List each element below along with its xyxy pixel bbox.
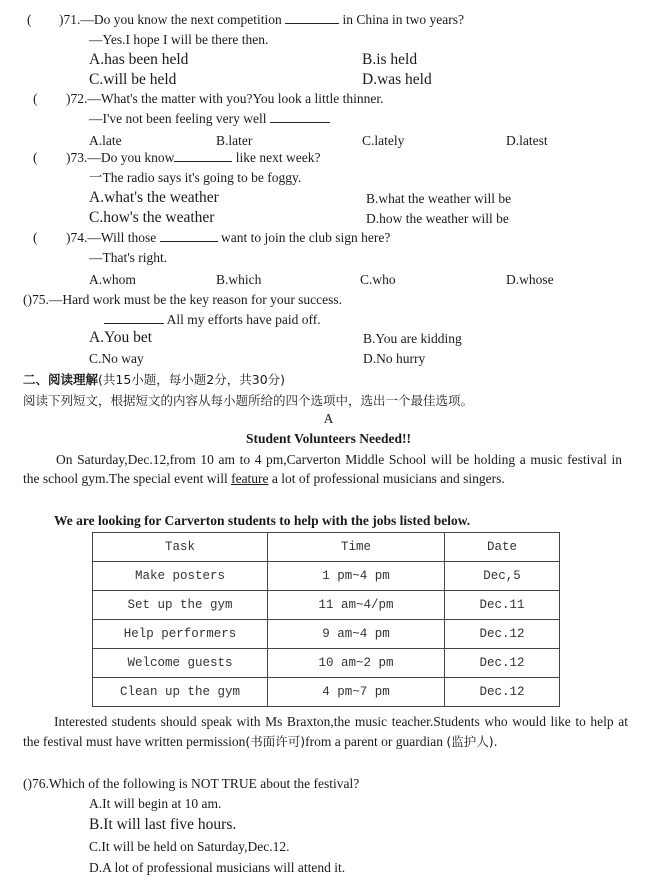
q72-stem	[66, 90, 384, 107]
table-header-row	[93, 533, 560, 562]
q73-stem	[66, 149, 320, 166]
table-row	[93, 620, 560, 649]
q75-option-a[interactable]: A.You bet	[89, 329, 153, 346]
q72-option-a[interactable]: A.late	[89, 133, 122, 148]
cell-date: Dec.12	[445, 678, 560, 707]
q75-blank[interactable]	[104, 311, 164, 324]
q72-blank[interactable]	[270, 110, 330, 123]
q72-number: )72.	[66, 91, 88, 106]
q76-option-b[interactable]: B.It will last five hours.	[89, 816, 237, 833]
cell-date: Dec.12	[445, 620, 560, 649]
section-heading-title: 二、阅读理解	[23, 372, 99, 387]
cell-date: Dec,5	[445, 562, 560, 591]
q74-stem	[66, 229, 390, 246]
section-heading	[23, 371, 285, 388]
section-heading-note: (共15小题，每小题2分，共30分)	[98, 372, 286, 387]
q72-reply-text: —I've not been feeling very well	[89, 111, 267, 126]
cell-time: 4 pm~7 pm	[268, 678, 445, 707]
q76-number: ()76.	[23, 776, 49, 791]
cell-date: Dec.11	[445, 591, 560, 620]
p2-note-2: (监护人).	[446, 733, 498, 749]
cell-task: Set up the gym	[93, 591, 268, 620]
q71-paren: (	[27, 12, 32, 27]
header-date: Date	[445, 533, 560, 562]
passage-letter: A	[323, 411, 334, 426]
q71-number: )71.	[59, 12, 81, 27]
q73-reply: 一The radio says it's going to be foggy.	[89, 170, 302, 185]
q74-option-b[interactable]: B.which	[216, 272, 262, 287]
q71-stem	[59, 11, 464, 28]
q75-reply	[104, 311, 321, 328]
section-instruction: 阅读下列短文，根据短文的内容从每小题所给的四个选项中，选出一个最佳选项。	[23, 393, 474, 408]
q75-option-b[interactable]: B.You are kidding	[363, 331, 462, 346]
cell-task: Welcome guests	[93, 649, 268, 678]
passage-paragraph-1	[23, 451, 622, 488]
q76-stem	[23, 775, 359, 792]
header-task: Task	[93, 533, 268, 562]
q71-option-c[interactable]: C.will be held	[89, 71, 177, 88]
q76-option-d[interactable]: D.A lot of professional musicians will attend it.	[89, 860, 346, 875]
cell-time: 11 am~4/pm	[268, 591, 445, 620]
cell-time: 10 am~2 pm	[268, 649, 445, 678]
cell-time: 9 am~4 pm	[268, 620, 445, 649]
q75-stem	[23, 291, 342, 308]
q75-number: ()75.	[23, 292, 49, 307]
cell-task: Help performers	[93, 620, 268, 649]
table-row	[93, 649, 560, 678]
q73-blank[interactable]	[174, 149, 232, 162]
q72-stem-text: —What's the matter with you?You look a little thinner.	[87, 91, 384, 106]
q74-option-a[interactable]: A.whom	[89, 272, 136, 287]
q73-option-a[interactable]: A.what's the weather	[89, 189, 219, 206]
q71-stem-a: —Do you know the next competition	[80, 12, 282, 27]
passage-paragraph-2	[23, 712, 628, 751]
q73-stem-a: —Do you know	[87, 150, 175, 165]
p2-note-1: (书面许可)	[245, 733, 306, 749]
q76-option-c[interactable]: C.It will be held on Saturday,Dec.12.	[89, 839, 290, 854]
q73-stem-b: like next week?	[235, 150, 321, 165]
q72-paren: (	[33, 91, 38, 106]
p1-keyword: feature	[231, 470, 269, 486]
q74-option-c[interactable]: C.who	[360, 272, 396, 287]
q74-reply: —That's right.	[89, 250, 168, 265]
q74-number: )74.	[66, 230, 88, 245]
q74-paren: (	[33, 230, 38, 245]
q71-option-b[interactable]: B.is held	[362, 51, 418, 68]
q73-option-d[interactable]: D.how the weather will be	[366, 211, 509, 226]
table-row	[93, 591, 560, 620]
q71-option-a[interactable]: A.has been held	[89, 51, 189, 68]
table-row	[93, 562, 560, 591]
cell-date: Dec.12	[445, 649, 560, 678]
q75-stem-text: —Hard work must be the key reason for your success.	[48, 292, 343, 307]
q74-stem-b: want to join the club sign here?	[220, 230, 391, 245]
passage-title: Student Volunteers Needed!!	[245, 431, 411, 446]
q75-option-c[interactable]: C.No way	[89, 351, 144, 366]
q71-option-d[interactable]: D.was held	[362, 71, 432, 88]
cell-task: Clean up the gym	[93, 678, 268, 707]
q71-blank[interactable]	[285, 11, 339, 24]
q72-option-c[interactable]: C.lately	[362, 133, 405, 148]
q72-reply	[89, 110, 330, 127]
p1-after: a lot of professional musicians and singers.	[271, 470, 505, 486]
q74-blank[interactable]	[160, 229, 218, 242]
q72-option-b[interactable]: B.later	[216, 133, 253, 148]
q73-paren: (	[33, 150, 38, 165]
header-time: Time	[268, 533, 445, 562]
table-row	[93, 678, 560, 707]
p1-before: On Saturday,Dec.12,from 10 am to 4 pm,Carverton Middle School will be holding a music festival in the school gym.The special event will	[23, 452, 622, 486]
p2-a: Interested students should speak with Ms Braxton,the music teacher.Students who would like to help at the festival must have written permission	[23, 714, 628, 749]
passage-lead: We are looking for Carverton students to help with the jobs listed below.	[54, 513, 471, 528]
q71-stem-b: in China in two years?	[342, 12, 464, 27]
q74-stem-a: —Will those	[87, 230, 157, 245]
cell-task: Make posters	[93, 562, 268, 591]
q71-reply: —Yes.I hope I will be there then.	[89, 32, 269, 47]
q76-stem-text: Which of the following is NOT TRUE about the festival?	[48, 776, 360, 791]
task-table	[92, 532, 560, 707]
q74-option-d[interactable]: D.whose	[506, 272, 554, 287]
q76-option-a[interactable]: A.It will begin at 10 am.	[89, 796, 222, 811]
p2-b: from a parent or guardian	[305, 733, 444, 749]
cell-time: 1 pm~4 pm	[268, 562, 445, 591]
q75-reply-text: All my efforts have paid off.	[166, 312, 321, 327]
q75-option-d[interactable]: D.No hurry	[363, 351, 426, 366]
q72-option-d[interactable]: D.latest	[506, 133, 548, 148]
q73-option-c[interactable]: C.how's the weather	[89, 209, 215, 226]
q73-number: )73.	[66, 150, 88, 165]
q73-option-b[interactable]: B.what the weather will be	[366, 191, 512, 206]
